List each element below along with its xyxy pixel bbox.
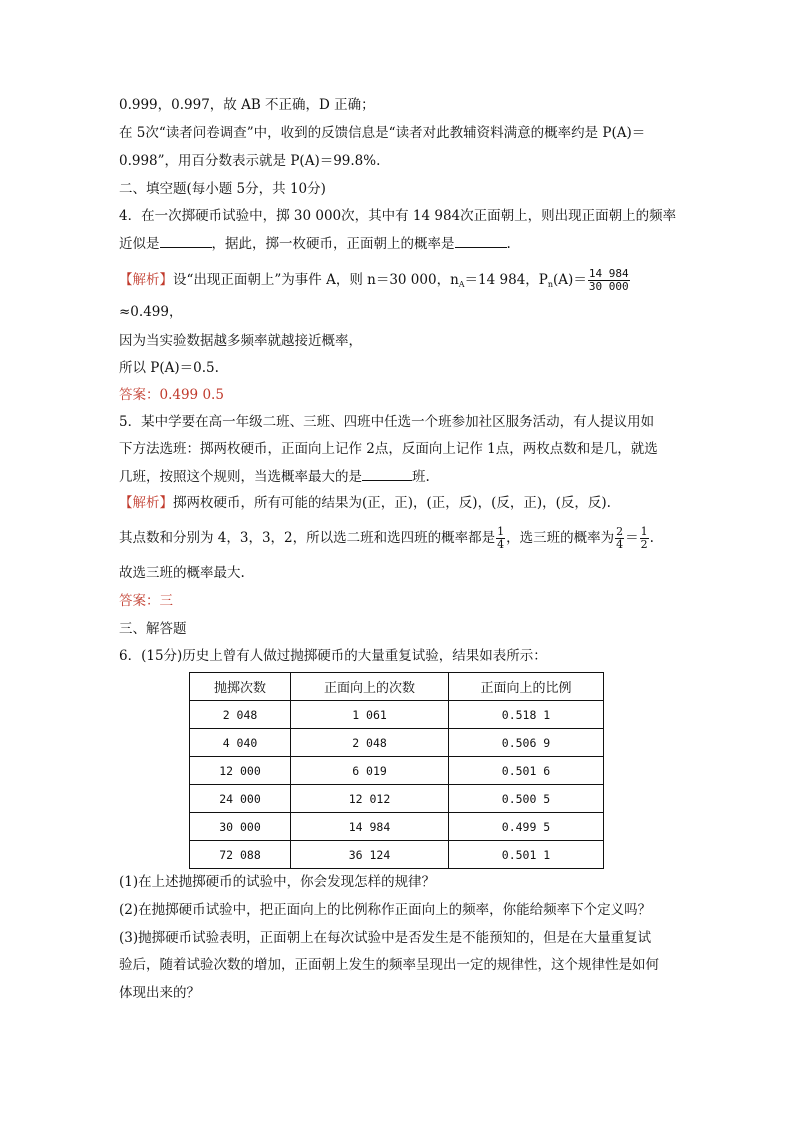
text-line bbox=[119, 526, 654, 551]
text-span: 二、填空题(每小题 5分，共 10分) bbox=[119, 181, 326, 197]
sub-question bbox=[119, 930, 651, 946]
answer-blank bbox=[362, 468, 412, 481]
text-span: 验后，随着试验次数的增加，正面朝上发生的频率呈现出一定的规律性，这个规律性是如何 bbox=[119, 957, 659, 973]
text-line bbox=[119, 153, 380, 169]
text-span: 几班，按照这个规则，当选概率最大的是 bbox=[119, 469, 362, 485]
table-row bbox=[190, 701, 604, 729]
text-span: (2)在抛掷硬币试验中，把正面向上的比例称作正面向上的频率，你能给频率下个定义吗？ bbox=[119, 902, 652, 918]
text-line bbox=[119, 125, 645, 141]
table-cell: 0.506 9 bbox=[449, 729, 604, 757]
fraction bbox=[615, 526, 624, 551]
text-line bbox=[119, 360, 219, 376]
text-line bbox=[119, 957, 659, 973]
text-span: ≈0.499， bbox=[119, 304, 183, 320]
table-cell: 0.500 5 bbox=[449, 785, 604, 813]
numerator: 1 bbox=[497, 525, 505, 538]
text-span: 设“出现正面朝上”为事件 A，则 n＝30 000，n bbox=[173, 272, 459, 288]
answer-line bbox=[119, 593, 173, 609]
section-title bbox=[119, 621, 187, 637]
text-line bbox=[119, 985, 200, 1001]
table-cell: 12 012 bbox=[291, 785, 449, 813]
analysis-tag: 【解析】 bbox=[119, 272, 173, 288]
text-span: 体现出来的？ bbox=[119, 985, 200, 1001]
text-span: 其点数和分别为 4，3，3，2，所以选二班和选四班的概率都是 bbox=[119, 530, 496, 546]
analysis-tag: 【解析】 bbox=[119, 495, 173, 511]
text-line bbox=[119, 97, 375, 113]
denominator: 4 bbox=[497, 538, 505, 551]
solution-q4 bbox=[119, 268, 631, 293]
text-span: 0.998”，用百分数表示就是 P(A)＝99.8%. bbox=[119, 153, 381, 169]
table-row bbox=[190, 785, 604, 813]
question-4 bbox=[119, 208, 676, 224]
text-span: 5．某中学要在高一年级二班、三班、四班中任选一个班参加社区服务活动，有人提议用如 bbox=[119, 414, 655, 430]
table-cell: 0.518 1 bbox=[449, 701, 604, 729]
text-span: 班. bbox=[412, 469, 430, 485]
answer-line bbox=[119, 387, 224, 403]
numerator: 14 984 bbox=[588, 267, 629, 280]
answer-text: 答案：0.499 0.5 bbox=[119, 387, 224, 403]
subscript: n bbox=[547, 280, 554, 289]
question-6 bbox=[119, 648, 547, 664]
sub-question bbox=[119, 874, 435, 890]
text-line bbox=[119, 468, 430, 485]
table-cell: 0.499 5 bbox=[449, 813, 604, 841]
text-span: 三、解答题 bbox=[119, 621, 187, 637]
table-cell: 6 019 bbox=[291, 757, 449, 785]
table-header: 正面向上的次数 bbox=[291, 673, 449, 701]
table-cell: 0.501 6 bbox=[449, 757, 604, 785]
solution-q5 bbox=[119, 495, 611, 511]
table-cell: 24 000 bbox=[190, 785, 291, 813]
question-4-blanks bbox=[119, 235, 511, 252]
text-span: 0.999，0.997，故 AB 不正确，D 正确； bbox=[119, 97, 375, 113]
text-span: 掷两枚硬币，所有可能的结果为(正，正)，(正，反)，(反，正)，(反，反). bbox=[173, 495, 611, 511]
numerator: 2 bbox=[616, 525, 624, 538]
answer-blank bbox=[160, 235, 212, 248]
text-span: 4．在一次掷硬币试验中，掷 30 000次，其中有 14 984次正面朝上，则出现正面朝上的频率 bbox=[119, 208, 677, 224]
question-5 bbox=[119, 414, 654, 430]
answer-blank bbox=[455, 235, 507, 248]
table-row bbox=[190, 757, 604, 785]
denominator: 30 000 bbox=[588, 280, 629, 293]
table-header: 抛掷次数 bbox=[190, 673, 291, 701]
denominator: 4 bbox=[616, 538, 624, 551]
text-line bbox=[119, 565, 245, 581]
table-cell: 12 000 bbox=[190, 757, 291, 785]
table-header: 正面向上的比例 bbox=[449, 673, 604, 701]
text-span: 因为当实验数据越多频率就越接近概率， bbox=[119, 333, 362, 349]
text-line bbox=[119, 441, 658, 457]
table-row bbox=[190, 813, 604, 841]
text-span: 所以 P(A)＝0.5. bbox=[119, 360, 219, 376]
table-header-row bbox=[190, 673, 604, 701]
text-span: 近似是 bbox=[119, 236, 160, 252]
table-cell: 4 040 bbox=[190, 729, 291, 757]
table-cell: 0.501 1 bbox=[449, 841, 604, 869]
denominator: 2 bbox=[640, 538, 648, 551]
table-cell: 30 000 bbox=[190, 813, 291, 841]
text-span: ，据此，掷一枚硬币，正面朝上的概率是 bbox=[211, 236, 455, 252]
answer-text: 答案：三 bbox=[119, 593, 173, 609]
text-span: 在 5次“读者问卷调查”中，收到的反馈信息是“读者对此教辅资料满意的概率约是 P(A)＝ bbox=[119, 125, 646, 141]
table-cell: 1 061 bbox=[291, 701, 449, 729]
text-span: ＝ bbox=[625, 530, 639, 546]
text-span: . bbox=[506, 236, 511, 252]
text-span: (A)＝ bbox=[553, 272, 587, 288]
text-line bbox=[119, 304, 182, 320]
text-span: (1)在上述抛掷硬币的试验中，你会发现怎样的规律？ bbox=[119, 874, 436, 890]
text-span: . bbox=[649, 530, 654, 546]
table-cell: 36 124 bbox=[291, 841, 449, 869]
sub-question bbox=[119, 902, 651, 918]
table-cell: 2 048 bbox=[291, 729, 449, 757]
table-cell: 14 984 bbox=[291, 813, 449, 841]
text-span: 下方法选班：掷两枚硬币，正面向上记作 2点，反面向上记作 1点，两枚点数和是几，就选 bbox=[119, 441, 658, 457]
text-span: (3)抛掷硬币试验表明，正面朝上在每次试验中是否发生是不能预知的，但是在大量重复试 bbox=[119, 930, 652, 946]
table-cell: 72 088 bbox=[190, 841, 291, 869]
fraction bbox=[588, 268, 630, 293]
subscript: A bbox=[458, 280, 465, 289]
table-cell: 2 048 bbox=[190, 701, 291, 729]
fraction bbox=[496, 526, 505, 551]
text-span: ＝14 984，P bbox=[464, 272, 548, 288]
text-line bbox=[119, 333, 362, 349]
numerator: 1 bbox=[640, 525, 648, 538]
table-row bbox=[190, 841, 604, 869]
fraction bbox=[640, 526, 649, 551]
text-span: 故选三班的概率最大. bbox=[119, 565, 245, 581]
table-row bbox=[190, 729, 604, 757]
text-span: ，选三班的概率为 bbox=[506, 530, 615, 546]
section-title bbox=[119, 181, 326, 197]
coin-toss-table bbox=[189, 672, 604, 869]
text-span: 6．(15分)历史上曾有人做过抛掷硬币的大量重复试验，结果如表所示： bbox=[119, 648, 547, 664]
